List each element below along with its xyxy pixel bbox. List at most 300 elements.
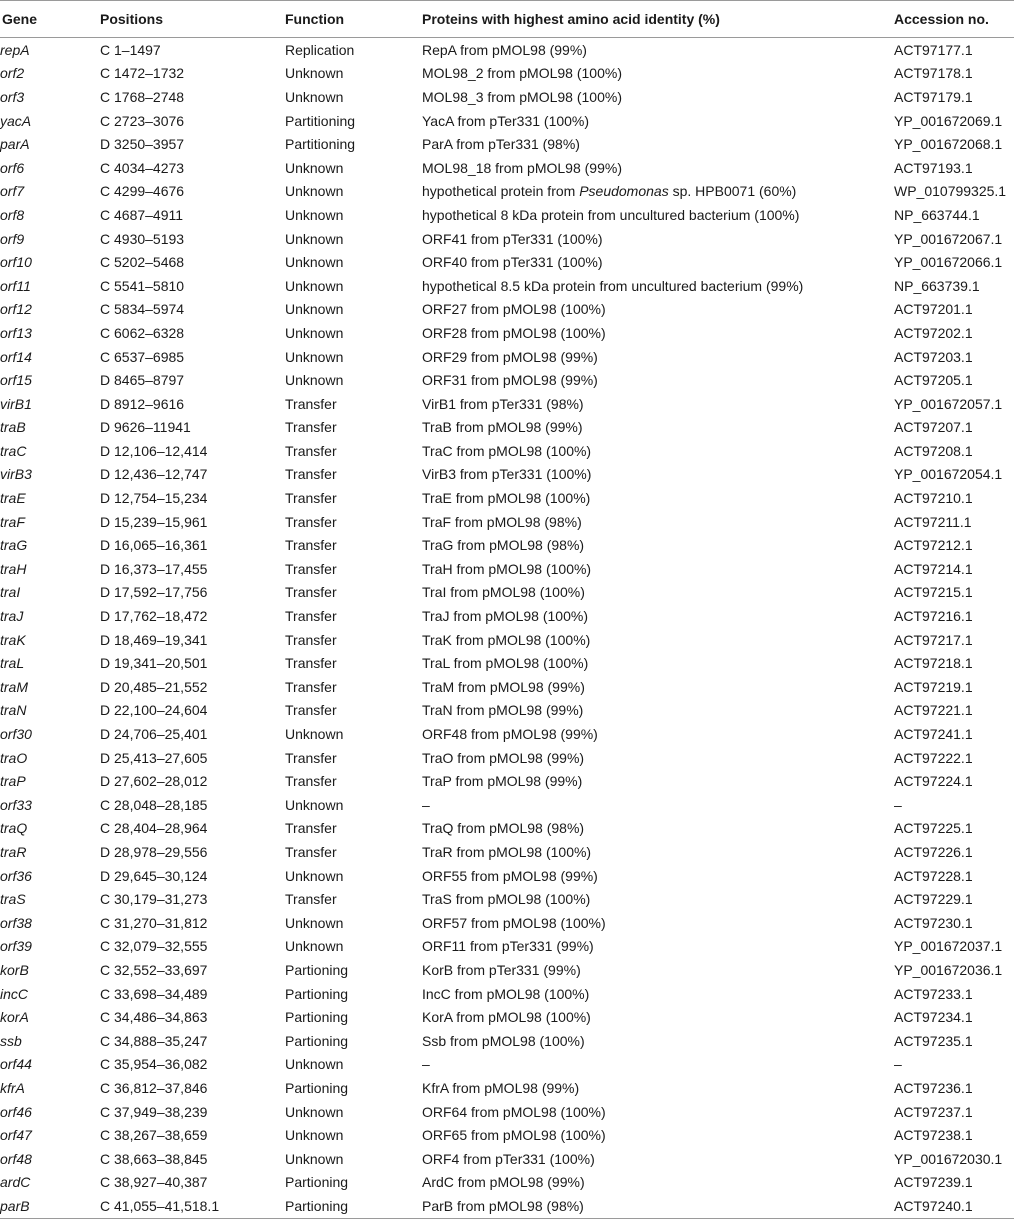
table-row — [0, 533, 1014, 557]
gene-cell: traQ — [0, 820, 28, 837]
accession-cell: ACT97229.1 — [894, 891, 973, 908]
table-row — [0, 274, 1014, 298]
table-row — [0, 958, 1014, 982]
accession-cell: YP_001672068.1 — [894, 136, 1003, 153]
table-row — [0, 62, 1014, 86]
function-cell: Transfer — [285, 749, 337, 766]
accession-cell: ACT97201.1 — [894, 301, 973, 318]
protein-cell: TraB from pMOL98 (99%) — [422, 419, 583, 436]
accession-cell: NP_663739.1 — [894, 277, 980, 294]
protein-cell: ORF41 from pTer331 (100%) — [422, 230, 603, 247]
function-cell: Transfer — [285, 702, 337, 719]
table-body — [0, 38, 1014, 1219]
accession-cell: – — [894, 1056, 902, 1073]
table-row — [0, 463, 1014, 487]
protein-cell: ORF48 from pMOL98 (99%) — [422, 726, 598, 743]
protein-cell: MOL98_3 from pMOL98 (100%) — [422, 88, 622, 105]
protein-cell: TraC from pMOL98 (100%) — [422, 442, 592, 459]
protein-cell: ORF11 from pTer331 (99%) — [422, 938, 594, 955]
positions-cell: D 15,239–15,961 — [100, 513, 208, 530]
accession-cell: ACT97235.1 — [894, 1032, 973, 1049]
header-row — [0, 1, 1014, 38]
gene-cell: orf39 — [0, 938, 32, 955]
gene-cell: orf30 — [0, 726, 32, 743]
protein-cell: TraS from pMOL98 (100%) — [422, 891, 591, 908]
accession-cell: ACT97222.1 — [894, 749, 973, 766]
protein-cell: ORF40 from pTer331 (100%) — [422, 254, 603, 271]
positions-cell: C 5541–5810 — [100, 277, 185, 294]
function-cell: Unknown — [285, 914, 344, 931]
gene-cell: ardC — [0, 1174, 31, 1191]
function-cell: Unknown — [285, 183, 344, 200]
positions-cell: C 28,404–28,964 — [100, 820, 208, 837]
function-cell: Transfer — [285, 419, 337, 436]
accession-cell: ACT97224.1 — [894, 773, 973, 790]
table-row — [0, 1194, 1014, 1218]
positions-cell: C 35,954–36,082 — [100, 1056, 208, 1073]
gene-cell: traI — [0, 584, 21, 601]
header-positions: Positions — [100, 1, 285, 38]
accession-cell: ACT97214.1 — [894, 560, 973, 577]
positions-cell: D 16,065–16,361 — [100, 537, 208, 554]
protein-cell: TraP from pMOL98 (99%) — [422, 773, 583, 790]
table-header — [0, 1, 1014, 38]
gene-cell: yacA — [0, 112, 32, 129]
protein-cell: TraQ from pMOL98 (98%) — [422, 820, 585, 837]
positions-cell: D 9626–11941 — [100, 419, 191, 436]
function-cell: Unknown — [285, 65, 344, 82]
gene-cell: orf10 — [0, 254, 32, 271]
function-cell: Unknown — [285, 1150, 344, 1167]
positions-cell: C 4687–4911 — [100, 206, 184, 223]
positions-cell: D 3250–3957 — [100, 136, 185, 153]
protein-cell: YacA from pTer331 (100%) — [422, 112, 590, 129]
function-cell: Unknown — [285, 372, 344, 389]
accession-cell: ACT97228.1 — [894, 867, 973, 884]
function-cell: Partioning — [285, 1174, 349, 1191]
gene-cell: orf6 — [0, 159, 25, 176]
function-cell: Partioning — [285, 1079, 349, 1096]
protein-cell — [422, 180, 894, 204]
gene-cell: traK — [0, 631, 26, 648]
accession-cell: ACT97203.1 — [894, 348, 973, 365]
function-cell: Unknown — [285, 230, 344, 247]
protein-cell: IncC from pMOL98 (100%) — [422, 985, 590, 1002]
positions-cell: C 37,949–38,239 — [100, 1103, 208, 1120]
gene-cell: orf48 — [0, 1150, 32, 1167]
accession-cell: ACT97210.1 — [894, 490, 973, 507]
positions-cell: C 36,812–37,846 — [100, 1079, 208, 1096]
accession-cell: ACT97193.1 — [894, 159, 973, 176]
gene-cell: traL — [0, 655, 25, 672]
function-cell: Unknown — [285, 1127, 344, 1144]
function-cell: Unknown — [285, 796, 344, 813]
protein-cell: ParA from pTer331 (98%) — [422, 136, 580, 153]
gene-cell: traH — [0, 560, 27, 577]
gene-cell: parA — [0, 136, 30, 153]
table-row — [0, 722, 1014, 746]
table-row — [0, 817, 1014, 841]
function-cell: Partioning — [285, 1194, 422, 1218]
gene-cell: orf38 — [0, 914, 32, 931]
gene-cell: orf14 — [0, 348, 32, 365]
table-row — [0, 699, 1014, 723]
protein-cell: ORF4 from pTer331 (100%) — [422, 1150, 595, 1167]
gene-cell: orf12 — [0, 301, 32, 318]
gene-cell: virB1 — [0, 395, 32, 412]
accession-cell: YP_001672054.1 — [894, 466, 1003, 483]
accession-cell: ACT97225.1 — [894, 820, 973, 837]
gene-cell: traJ — [0, 608, 24, 625]
accession-cell: ACT97236.1 — [894, 1079, 973, 1096]
table-row — [0, 1123, 1014, 1147]
gene-cell: korB — [0, 961, 29, 978]
positions-cell: D 8912–9616 — [100, 395, 185, 412]
function-cell: Transfer — [285, 820, 337, 837]
gene-cell: traM — [0, 678, 28, 695]
positions-cell: C 5834–5974 — [100, 301, 185, 318]
gene-cell: orf36 — [0, 867, 32, 884]
table-row — [0, 38, 1014, 62]
accession-cell: ACT97239.1 — [894, 1174, 973, 1191]
protein-cell: ORF57 from pMOL98 (100%) — [422, 914, 606, 931]
gene-cell: traC — [0, 442, 27, 459]
positions-cell: C 2723–3076 — [100, 112, 185, 129]
function-cell: Unknown — [285, 938, 344, 955]
function-cell: Partioning — [285, 985, 349, 1002]
function-cell: Transfer — [285, 513, 337, 530]
function-cell: Unknown — [285, 206, 344, 223]
positions-cell: D 25,413–27,605 — [100, 749, 208, 766]
table-row — [0, 392, 1014, 416]
positions-cell: D 12,106–12,414 — [100, 442, 208, 459]
table-row — [0, 911, 1014, 935]
accession-cell: ACT97238.1 — [894, 1127, 973, 1144]
gene-cell: orf47 — [0, 1127, 32, 1144]
protein-cell: Ssb from pMOL98 (100%) — [422, 1032, 585, 1049]
function-cell: Unknown — [285, 254, 344, 271]
positions-cell: C 31,270–31,812 — [100, 914, 208, 931]
accession-cell: ACT97218.1 — [894, 655, 973, 672]
protein-cell: TraK from pMOL98 (100%) — [422, 631, 591, 648]
protein-cell: ParB from pMOL98 (98%) — [422, 1194, 894, 1218]
positions-cell: D 12,754–15,234 — [100, 490, 208, 507]
protein-text: sp. HPB0071 (60%) — [668, 183, 797, 200]
protein-cell: ORF29 from pMOL98 (99%) — [422, 348, 598, 365]
positions-cell: D 18,469–19,341 — [100, 631, 208, 648]
gene-cell: orf13 — [0, 324, 32, 341]
accession-cell: – — [894, 796, 902, 813]
header-gene: Gene — [0, 1, 100, 38]
accession-cell: ACT97202.1 — [894, 324, 973, 341]
gene-cell: traN — [0, 702, 27, 719]
function-cell: Unknown — [285, 867, 344, 884]
gene-cell: incC — [0, 985, 29, 1002]
positions-cell: C 4034–4273 — [100, 159, 185, 176]
protein-cell: MOL98_18 from pMOL98 (99%) — [422, 159, 622, 176]
protein-cell: hypothetical 8.5 kDa protein from uncultured bacterium (99%) — [422, 277, 804, 294]
function-cell: Transfer — [285, 466, 337, 483]
table-row — [0, 581, 1014, 605]
gene-cell: orf9 — [0, 230, 25, 247]
accession-cell: WP_010799325.1 — [894, 183, 1007, 200]
positions-cell: C 6537–6985 — [100, 348, 185, 365]
function-cell: Transfer — [285, 395, 337, 412]
species-name: Pseudomonas — [579, 183, 669, 200]
protein-cell: KfrA from pMOL98 (99%) — [422, 1079, 580, 1096]
table-row — [0, 321, 1014, 345]
gene-cell: orf7 — [0, 183, 25, 200]
function-cell: Unknown — [285, 88, 344, 105]
function-cell: Transfer — [285, 608, 337, 625]
protein-cell: TraE from pMOL98 (100%) — [422, 490, 591, 507]
table-row — [0, 439, 1014, 463]
table-row — [0, 156, 1014, 180]
table-row — [0, 864, 1014, 888]
gene-cell: orf46 — [0, 1103, 32, 1120]
table-row — [0, 250, 1014, 274]
positions-cell: D 19,341–20,501 — [100, 655, 208, 672]
table-row — [0, 510, 1014, 534]
gene-cell: korA — [0, 1009, 29, 1026]
table-row — [0, 887, 1014, 911]
positions-cell: D 28,978–29,556 — [100, 843, 208, 860]
table-row — [0, 1100, 1014, 1124]
function-cell: Unknown — [285, 324, 344, 341]
table-row — [0, 1029, 1014, 1053]
protein-cell: VirB1 from pTer331 (98%) — [422, 395, 584, 412]
accession-cell: YP_001672067.1 — [894, 230, 1003, 247]
protein-cell: – — [422, 1056, 430, 1073]
protein-cell: MOL98_2 from pMOL98 (100%) — [422, 65, 622, 82]
gene-cell: orf8 — [0, 206, 25, 223]
accession-cell: NP_663744.1 — [894, 206, 980, 223]
positions-cell: C 28,048–28,185 — [100, 796, 208, 813]
positions-cell: D 17,762–18,472 — [100, 608, 208, 625]
accession-cell: ACT97207.1 — [894, 419, 973, 436]
accession-cell: ACT97221.1 — [894, 702, 973, 719]
protein-cell: TraI from pMOL98 (100%) — [422, 584, 585, 601]
function-cell: Unknown — [285, 159, 344, 176]
accession-cell: ACT97178.1 — [894, 65, 973, 82]
function-cell: Transfer — [285, 442, 337, 459]
protein-cell: TraG from pMOL98 (98%) — [422, 537, 585, 554]
function-cell: Partitioning — [285, 136, 356, 153]
positions-cell: C 38,267–38,659 — [100, 1127, 208, 1144]
table-row — [0, 746, 1014, 770]
positions-cell: C 38,663–38,845 — [100, 1150, 208, 1167]
protein-cell: ORF55 from pMOL98 (99%) — [422, 867, 598, 884]
positions-cell: D 24,706–25,401 — [100, 726, 208, 743]
table-row — [0, 557, 1014, 581]
positions-cell: C 34,888–35,247 — [100, 1032, 208, 1049]
positions-cell: C 1–1497 — [100, 41, 161, 58]
accession-cell: YP_001672069.1 — [894, 112, 1003, 129]
protein-cell: ORF28 from pMOL98 (100%) — [422, 324, 606, 341]
positions-cell: D 22,100–24,604 — [100, 702, 208, 719]
function-cell: Partioning — [285, 961, 349, 978]
gene-cell: orf33 — [0, 796, 32, 813]
positions-cell: D 8465–8797 — [100, 372, 185, 389]
positions-cell: C 1472–1732 — [100, 65, 185, 82]
table-row — [0, 840, 1014, 864]
positions-cell: D 12,436–12,747 — [100, 466, 208, 483]
table-row — [0, 769, 1014, 793]
positions-cell: C 1768–2748 — [100, 88, 185, 105]
gene-cell: orf2 — [0, 65, 25, 82]
function-cell: Transfer — [285, 678, 337, 695]
function-cell: Unknown — [285, 301, 344, 318]
gene-cell: orf15 — [0, 372, 32, 389]
gene-cell: traO — [0, 749, 28, 766]
accession-cell: ACT97212.1 — [894, 537, 973, 554]
table-row — [0, 109, 1014, 133]
accession-cell: ACT97211.1 — [894, 513, 972, 530]
header-function: Function — [285, 1, 422, 38]
accession-cell: ACT97233.1 — [894, 985, 973, 1002]
function-cell: Transfer — [285, 560, 337, 577]
function-cell: Unknown — [285, 726, 344, 743]
gene-cell: traS — [0, 891, 26, 908]
protein-cell: ORF64 from pMOL98 (100%) — [422, 1103, 606, 1120]
gene-cell: orf11 — [0, 277, 31, 294]
accession-cell: ACT97205.1 — [894, 372, 973, 389]
positions-cell: C 4299–4676 — [100, 183, 185, 200]
protein-cell: ArdC from pMOL98 (99%) — [422, 1174, 585, 1191]
positions-cell: C 5202–5468 — [100, 254, 185, 271]
accession-cell: ACT97179.1 — [894, 88, 973, 105]
gene-cell: orf44 — [0, 1056, 32, 1073]
table-row — [0, 298, 1014, 322]
table-row — [0, 486, 1014, 510]
table-row — [0, 982, 1014, 1006]
positions-cell: C 32,079–32,555 — [100, 938, 208, 955]
table-row — [0, 1076, 1014, 1100]
table-row — [0, 132, 1014, 156]
protein-cell: TraL from pMOL98 (100%) — [422, 655, 589, 672]
function-cell: Transfer — [285, 584, 337, 601]
accession-cell: ACT97230.1 — [894, 914, 973, 931]
table-row — [0, 345, 1014, 369]
function-cell: Partioning — [285, 1032, 349, 1049]
table-row — [0, 1147, 1014, 1171]
function-cell: Replication — [285, 41, 355, 58]
table-row — [0, 180, 1014, 204]
accession-cell: ACT97216.1 — [894, 608, 973, 625]
accession-cell: ACT97226.1 — [894, 843, 973, 860]
table-row — [0, 416, 1014, 440]
gene-cell: kfrA — [0, 1079, 25, 1096]
protein-cell: ORF31 from pMOL98 (99%) — [422, 372, 598, 389]
accession-cell: YP_001672057.1 — [894, 395, 1003, 412]
positions-cell: C 4930–5193 — [100, 230, 185, 247]
protein-cell: – — [422, 796, 430, 813]
function-cell: Transfer — [285, 537, 337, 554]
positions-cell: C 30,179–31,273 — [100, 891, 208, 908]
function-cell: Unknown — [285, 1103, 344, 1120]
accession-cell: ACT97219.1 — [894, 678, 973, 695]
gene-cell: traG — [0, 537, 28, 554]
accession-cell: ACT97208.1 — [894, 442, 973, 459]
table-row — [0, 675, 1014, 699]
table-row — [0, 85, 1014, 109]
table-row — [0, 628, 1014, 652]
positions-cell: D 16,373–17,455 — [100, 560, 208, 577]
function-cell: Transfer — [285, 891, 337, 908]
positions-cell: D 20,485–21,552 — [100, 678, 208, 695]
function-cell: Partitioning — [285, 112, 356, 129]
function-cell: Transfer — [285, 773, 337, 790]
table-row — [0, 227, 1014, 251]
gene-cell: ssb — [0, 1032, 22, 1049]
positions-cell: D 17,592–17,756 — [100, 584, 208, 601]
accession-cell: ACT97241.1 — [894, 726, 973, 743]
accession-cell: ACT97234.1 — [894, 1009, 973, 1026]
gene-cell: traE — [0, 490, 26, 507]
protein-cell: ORF65 from pMOL98 (100%) — [422, 1127, 606, 1144]
function-cell: Unknown — [285, 1056, 344, 1073]
table-row — [0, 1005, 1014, 1029]
gene-cell: traP — [0, 773, 26, 790]
function-cell: Unknown — [285, 348, 344, 365]
table-row — [0, 203, 1014, 227]
gene-cell: repA — [0, 41, 30, 58]
function-cell: Transfer — [285, 490, 337, 507]
protein-cell: VirB3 from pTer331 (100%) — [422, 466, 592, 483]
positions-cell: C 34,486–34,863 — [100, 1009, 208, 1026]
function-cell: Partioning — [285, 1009, 349, 1026]
accession-cell: YP_001672066.1 — [894, 254, 1003, 271]
accession-cell: ACT97240.1 — [894, 1194, 1014, 1218]
header-proteins: Proteins with highest amino acid identity (%) — [422, 1, 894, 38]
positions-cell: C 33,698–34,489 — [100, 985, 208, 1002]
gene-cell: virB3 — [0, 466, 32, 483]
gene-cell: parB — [0, 1194, 100, 1218]
positions-cell: C 6062–6328 — [100, 324, 185, 341]
protein-cell: TraN from pMOL98 (99%) — [422, 702, 584, 719]
accession-cell: YP_001672030.1 — [894, 1150, 1003, 1167]
protein-cell: TraH from pMOL98 (100%) — [422, 560, 592, 577]
protein-cell: ORF27 from pMOL98 (100%) — [422, 301, 606, 318]
gene-cell: traB — [0, 419, 26, 436]
accession-cell: ACT97215.1 — [894, 584, 973, 601]
protein-cell: KorA from pMOL98 (100%) — [422, 1009, 591, 1026]
table-row — [0, 368, 1014, 392]
protein-cell: TraM from pMOL98 (99%) — [422, 678, 585, 695]
accession-cell: ACT97237.1 — [894, 1103, 973, 1120]
protein-cell: TraR from pMOL98 (100%) — [422, 843, 592, 860]
function-cell: Transfer — [285, 655, 337, 672]
function-cell: Unknown — [285, 277, 344, 294]
gene-cell: orf3 — [0, 88, 25, 105]
protein-cell: TraF from pMOL98 (98%) — [422, 513, 582, 530]
table-row — [0, 1171, 1014, 1195]
table-row — [0, 1053, 1014, 1077]
protein-cell: hypothetical 8 kDa protein from uncultured bacterium (100%) — [422, 206, 800, 223]
protein-cell: KorB from pTer331 (99%) — [422, 961, 581, 978]
header-accession: Accession no. — [894, 1, 1014, 38]
protein-cell: TraJ from pMOL98 (100%) — [422, 608, 588, 625]
positions-cell: D 27,602–28,012 — [100, 773, 208, 790]
positions-cell: D 29,645–30,124 — [100, 867, 208, 884]
function-cell: Transfer — [285, 631, 337, 648]
table-row — [0, 793, 1014, 817]
accession-cell: YP_001672036.1 — [894, 961, 1003, 978]
table-row — [0, 651, 1014, 675]
table-row — [0, 935, 1014, 959]
gene-cell: traR — [0, 843, 27, 860]
positions-cell: C 38,927–40,387 — [100, 1174, 208, 1191]
